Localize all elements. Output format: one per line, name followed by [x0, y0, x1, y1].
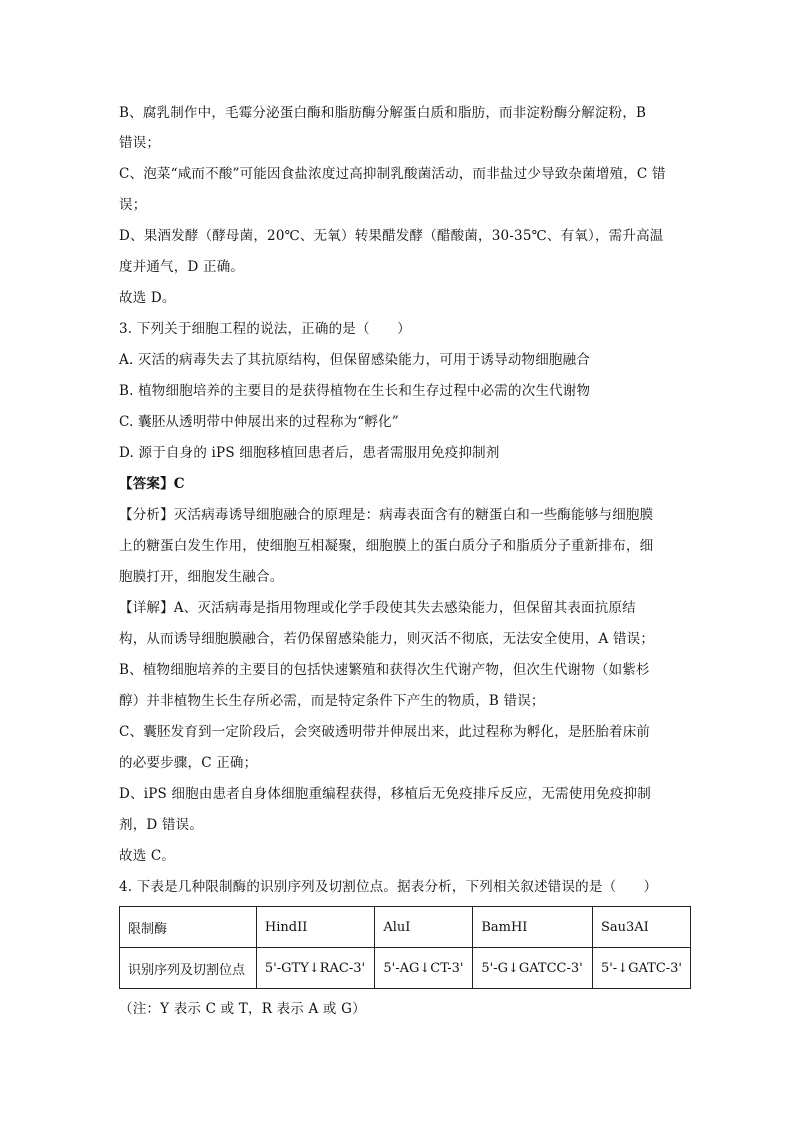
analysis-line: 胞膜打开，细胞发生融合。	[119, 569, 284, 585]
table-cell: BamHI	[473, 907, 593, 948]
option-b: B. 植物细胞培养的主要目的是获得植物在生长和生存过程中必需的次生代谢物	[119, 383, 591, 399]
text-line: 误；	[119, 197, 147, 213]
table-cell: HindII	[256, 907, 374, 948]
text-line: 错误；	[119, 135, 161, 151]
table-cell: 5'-G↓GATCC-3'	[473, 948, 593, 989]
explanation-line: C、囊胚发育到一定阶段后，会突破透明带并伸展出来，此过程称为孵化，是胚胎着床前	[119, 724, 651, 740]
explanation-line: 的必要步骤，C 正确；	[119, 755, 258, 771]
analysis-line: 上的糖蛋白发生作用，使细胞互相凝聚，细胞膜上的蛋白质分子和脂质分子重新排布，细	[119, 538, 654, 554]
table-cell: Sau3AI	[592, 907, 690, 948]
table-cell: 5'-AG↓CT-3'	[375, 948, 473, 989]
answer-label: 【答案】C	[119, 476, 185, 492]
table-row	[120, 948, 691, 989]
option-c: C. 囊胚从透明带中伸展出来的过程称为“孵化”	[119, 414, 399, 430]
option-d: D. 源于自身的 iPS 细胞移植回患者后，患者需服用免疫抑制剂	[119, 445, 500, 461]
table-cell: 限制酶	[120, 907, 257, 948]
text-line: 故选 D。	[119, 290, 176, 306]
restriction-enzyme-table	[119, 906, 691, 989]
question-4-stem: 4. 下表是几种限制酶的识别序列及切割位点。据表分析，下列相关叙述错误的是（ ）	[119, 879, 658, 895]
table-cell: AluI	[375, 907, 473, 948]
explanation-line: D、iPS 细胞由患者自身体细胞重编程获得，移植后无免疫排斥反应，无需使用免疫抑制	[119, 786, 651, 802]
table-row	[120, 907, 691, 948]
conclusion-line: 故选 C。	[119, 848, 176, 864]
table-note: （注：Y 表示 C 或 T，R 表示 A 或 G）	[119, 1001, 366, 1017]
explanation-line: B、植物细胞培养的主要目的包括快速繁殖和获得次生代谢产物，但次生代谢物（如紫杉	[119, 662, 650, 678]
table-cell: 5'-↓GATC-3'	[592, 948, 690, 989]
explanation-line: 醇）并非植物生长生存所必需，而是特定条件下产生的物质，B 错误；	[119, 693, 545, 709]
text-line: D、果酒发酵（酵母菌，20℃、无氧）转果醋发酵（醋酸菌，30-35℃、有氧），需升高温	[119, 228, 664, 244]
text-line: B、腐乳制作中，毛霉分泌蛋白酶和脂肪酶分解蛋白质和脂肪，而非淀粉酶分解淀粉，B	[119, 105, 647, 121]
explanation-line: 构，从而诱导细胞膜融合，若仍保留感染能力，则灭活不彻底，无法安全使用，A 错误；	[119, 631, 655, 647]
table-cell: 识别序列及切割位点	[120, 948, 257, 989]
explanation-line: 剂，D 错误。	[119, 817, 204, 833]
option-a: A. 灭活的病毒失去了其抗原结构，但保留感染能力，可用于诱导动物细胞融合	[119, 352, 591, 368]
text-line: 度并通气，D 正确。	[119, 259, 245, 275]
table-cell: 5'-GTY↓RAC-3'	[256, 948, 374, 989]
explanation-line: 【详解】A、灭活病毒是指用物理或化学手段使其失去感染能力，但保留其表面抗原结	[119, 600, 636, 616]
question-3-stem: 3. 下列关于细胞工程的说法，正确的是（ ）	[119, 321, 411, 337]
text-line: C、泡菜“咸而不酸”可能因食盐浓度过高抑制乳酸菌活动，而非盐过少导致杂菌增殖，C 错	[119, 166, 666, 182]
analysis-line: 【分析】灭活病毒诱导细胞融合的原理是：病毒表面含有的糖蛋白和一些酶能够与细胞膜	[119, 507, 654, 523]
